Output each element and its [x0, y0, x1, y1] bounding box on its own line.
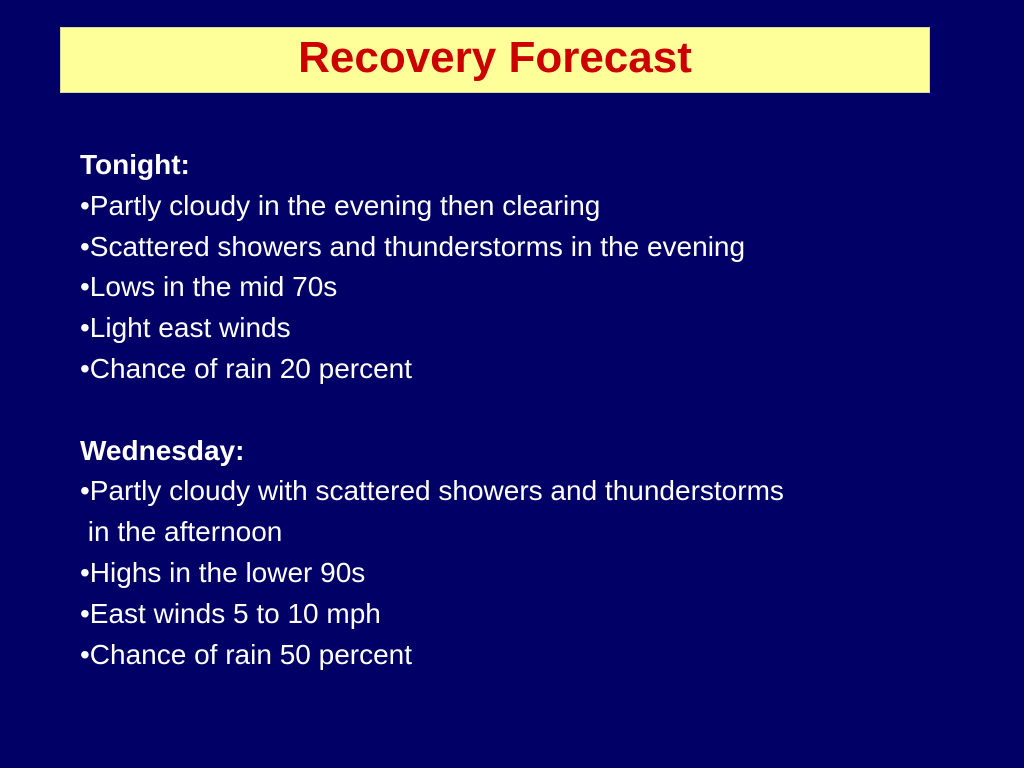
bullet-item: •Chance of rain 50 percent [80, 638, 413, 670]
forecast-content [80, 145, 980, 675]
slide-title: Recovery Forecast [298, 33, 692, 82]
bullet-item: •Partly cloudy in the evening then clearing [80, 189, 601, 221]
section-heading: Tonight: [80, 149, 190, 180]
bullet-item: •East winds 5 to 10 mph [80, 597, 381, 629]
title-banner [60, 27, 930, 93]
bullet-item: •Light east winds [80, 312, 291, 344]
bullet-continuation: in the afternoon [80, 516, 283, 548]
bullet-item: •Partly cloudy with scattered showers and thunderstorms [80, 475, 784, 507]
section-wednesday [80, 431, 980, 676]
section-spacer [80, 390, 980, 431]
bullet-item: •Highs in the lower 90s [80, 556, 366, 588]
bullet-item: •Chance of rain 20 percent [80, 352, 413, 384]
bullet-item: •Scattered showers and thunderstorms in the evening [80, 230, 746, 262]
section-tonight [80, 145, 980, 390]
bullet-item: •Lows in the mid 70s [80, 271, 338, 303]
section-heading: Wednesday: [80, 434, 245, 466]
